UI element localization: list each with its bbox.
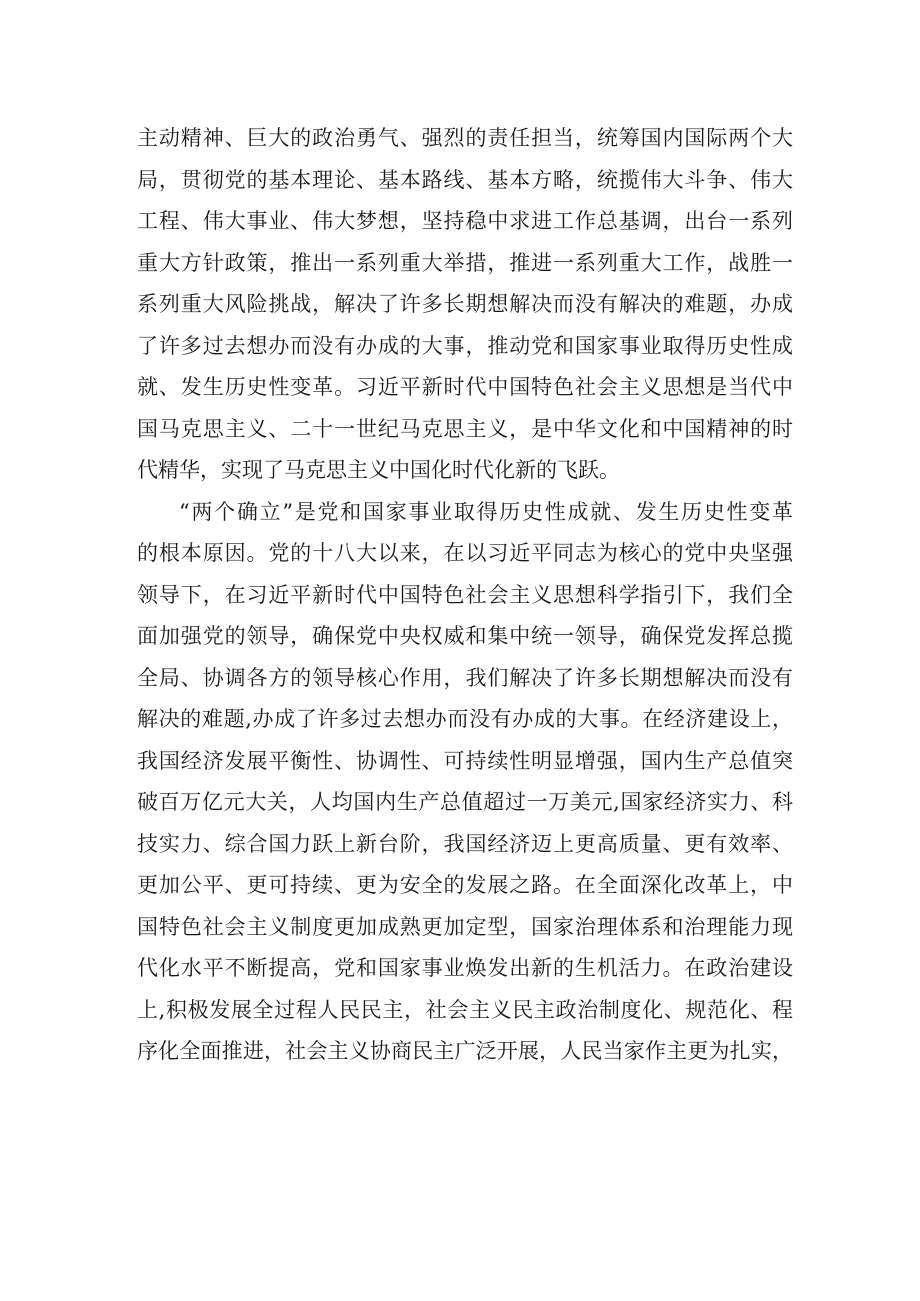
- paragraph-2: [137, 492, 793, 1073]
- text-line: 就、发生历史性变革。习近平新时代中国特色社会主义思想是当代中: [137, 375, 793, 399]
- text-line: 破百万亿元大关，人均国内生产总值超过一万美元,国家经济实力、科: [137, 790, 793, 814]
- text-line: 解决的难题,办成了许多过去想办而没有办成的大事。在经济建设上，: [137, 707, 793, 731]
- text-line: “两个确立”是党和国家事业取得历史性成就、发生历史性变革: [179, 499, 793, 524]
- text-line: 局，贯彻党的基本理论、基本路线、基本方略，统揽伟大斗争、伟大: [137, 167, 793, 192]
- text-line: 代精华，实现了马克思主义中国化时代化新的飞跃。: [137, 458, 620, 482]
- text-line: 领导下，在习近平新时代中国特色社会主义思想科学指引下，我们全: [137, 582, 793, 607]
- text-line: 重大方针政策，推出一系列重大举措，推进一系列重大工作，战胜一: [137, 250, 793, 275]
- text-line: 序化全面推进，社会主义协商民主广泛开展，人民当家作主更为扎实，: [137, 1039, 793, 1063]
- text-line: 面加强党的领导，确保党中央权威和集中统一领导，确保党发挥总揽: [137, 624, 793, 648]
- text-line: 工程、伟大事业、伟大梦想，坚持稳中求进工作总基调，出台一系列: [137, 209, 793, 233]
- text-line: 的根本原因。党的十八大以来，在以习近平同志为核心的党中央坚强: [137, 541, 793, 565]
- text-line: 全局、协调各方的领导核心作用，我们解决了许多长期想解决而没有: [137, 665, 793, 690]
- text-line: 国特色社会主义制度更加成熟更加定型，国家治理体系和治理能力现: [137, 914, 793, 939]
- text-line: 上,积极发展全过程人民民主，社会主义民主政治制度化、规范化、程: [137, 997, 793, 1022]
- paragraph-1: [137, 118, 793, 492]
- text-line: 技实力、综合国力跃上新台阶，我国经济迈上更高质量、更有效率、: [137, 831, 793, 856]
- text-line: 了许多过去想办而没有办成的大事，推动党和国家事业取得历史性成: [137, 333, 793, 358]
- text-line: 代化水平不断提高，党和国家事业焕发出新的生机活力。在政治建设: [137, 956, 793, 980]
- text-line: 主动精神、巨大的政治勇气、强烈的责任担当，统筹国内国际两个大: [137, 126, 793, 150]
- text-line: 系列重大风险挑战，解决了许多长期想解决而没有解决的难题，办成: [137, 292, 793, 316]
- text-line: 国马克思主义、二十一世纪马克思主义，是中华文化和中国精神的时: [137, 416, 793, 441]
- text-line: 我国经济发展平衡性、协调性、可持续性明显增强，国内生产总值突: [137, 748, 793, 773]
- document-body: [137, 118, 793, 1073]
- text-line: 更加公平、更可持续、更为安全的发展之路。在全面深化改革上，中: [137, 873, 793, 897]
